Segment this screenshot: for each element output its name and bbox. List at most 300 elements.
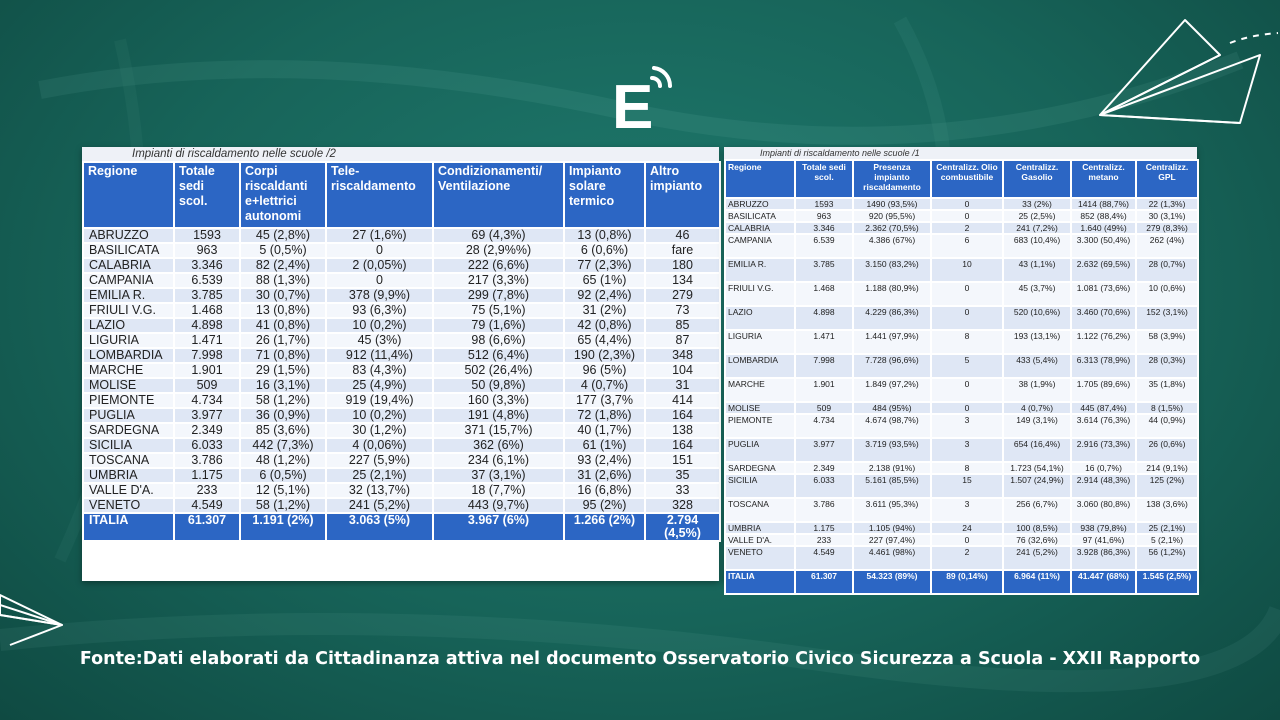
table-cell: SARDEGNA [725,462,795,474]
table-cell: 6.033 [795,474,853,498]
column-header: Impianto solare termico [564,162,645,228]
logo-e-icon [612,66,672,132]
table-cell: 299 (7,8%) [433,288,564,303]
table-cell: 241 (7,2%) [1003,222,1071,234]
table-cell: SARDEGNA [83,423,174,438]
table-cell: 2.914 (48,3%) [1071,474,1136,498]
table-cell: 233 [795,534,853,546]
table-row [725,438,1198,462]
column-header: Altro impianto [645,162,720,228]
table-row [83,303,720,318]
table-cell: 227 (5,9%) [326,453,433,468]
table-cell: 16 (6,8%) [564,483,645,498]
paper-plane-icon [0,585,80,655]
svg-text:E: E [612,73,654,132]
table-cell: 93 (2,4%) [564,453,645,468]
table-cell: BASILICATA [725,210,795,222]
table-cell: 1.105 (94%) [853,522,931,534]
table-row [725,546,1198,570]
table-cell: 1.175 [174,468,240,483]
table-cell: 26 (1,7%) [240,333,326,348]
table-cell: 3 [931,414,1003,438]
table-cell: 65 (1%) [564,273,645,288]
table-cell: 484 (95%) [853,402,931,414]
table-cell: 852 (88,4%) [1071,210,1136,222]
table-cell: 79 (1,6%) [433,318,564,333]
table-cell: 3.614 (76,3%) [1071,414,1136,438]
table-cell: 138 (3,6%) [1136,498,1198,522]
table-cell: 2.349 [174,423,240,438]
table-row [83,228,720,243]
table-cell: 30 (0,7%) [240,288,326,303]
table-cell: 10 (0,2%) [326,318,433,333]
table-row [725,522,1198,534]
table-cell: 164 [645,438,720,453]
table-cell: 177 (3,7% [564,393,645,408]
table-cell: 36 (0,9%) [240,408,326,423]
table-cell: 50 (9,8%) [433,378,564,393]
table-cell: 2 [931,546,1003,570]
table-cell: 502 (26,4%) [433,363,564,378]
table-cell: 920 (95,5%) [853,210,931,222]
table-cell: PIEMONTE [83,393,174,408]
table-cell: 3.346 [795,222,853,234]
table-row [83,498,720,513]
table-cell: 134 [645,273,720,288]
column-header: Regione [725,160,795,198]
table-cell: 3.786 [795,498,853,522]
table-cell: 24 [931,522,1003,534]
table-cell: 13 (0,8%) [564,228,645,243]
table-cell: FRIULI V.G. [83,303,174,318]
table-cell: 7.728 (96,6%) [853,354,931,378]
table-cell: ABRUZZO [83,228,174,243]
table-cell: 348 [645,348,720,363]
table-cell: 82 (2,4%) [240,258,326,273]
table-cell: 0 [326,273,433,288]
table-cell: 279 (8,3%) [1136,222,1198,234]
column-header: Condizionamenti/ Ventilazione [433,162,564,228]
table-cell: 16 (3,1%) [240,378,326,393]
table-cell: 25 (2,1%) [1136,522,1198,534]
table-cell: 217 (3,3%) [433,273,564,288]
table-cell: fare [645,243,720,258]
column-header: Centralizz. Gasolio [1003,160,1071,198]
table-cell: 12 (5,1%) [240,483,326,498]
data-table [724,159,1199,595]
table-cell: ABRUZZO [725,198,795,210]
table-cell: PUGLIA [83,408,174,423]
table-cell: 241 (5,2%) [1003,546,1071,570]
column-header: Centralizz. metano [1071,160,1136,198]
total-cell: ITALIA [83,513,174,541]
table-cell: 2.916 (73,3%) [1071,438,1136,462]
total-cell: 3.063 (5%) [326,513,433,541]
column-header: Presenza impianto riscaldamento [853,160,931,198]
table-cell: 6.539 [174,273,240,288]
table-cell: CALABRIA [725,222,795,234]
total-cell: 54.323 (89%) [853,570,931,594]
table-cell: 520 (10,6%) [1003,306,1071,330]
table-cell: 42 (0,8%) [564,318,645,333]
table-row [83,408,720,423]
table-cell: 1490 (93,5%) [853,198,931,210]
table-row [83,288,720,303]
table-cell: 0 [931,198,1003,210]
table-cell: 2.632 (69,5%) [1071,258,1136,282]
table-cell: 87 [645,333,720,348]
table-cell: 3.611 (95,3%) [853,498,931,522]
table-cell: 0 [931,378,1003,402]
table-cell: 6.539 [795,234,853,258]
table-cell: 3.460 (70,6%) [1071,306,1136,330]
table-cell: 362 (6%) [433,438,564,453]
table-cell: 45 (3%) [326,333,433,348]
table-cell: 28 (0,7%) [1136,258,1198,282]
table-cell: 214 (9,1%) [1136,462,1198,474]
table-cell: VENETO [83,498,174,513]
table-cell: 7.998 [174,348,240,363]
table-row [725,306,1198,330]
table-cell: 1.081 (73,6%) [1071,282,1136,306]
table-cell: 100 (8,5%) [1003,522,1071,534]
table-cell: LIGURIA [83,333,174,348]
table-cell: 4.229 (86,3%) [853,306,931,330]
table-cell: 1.723 (54,1%) [1003,462,1071,474]
table-cell: 6 [931,234,1003,258]
table-cell: 1.122 (76,2%) [1071,330,1136,354]
table-cell: 5.161 (85,5%) [853,474,931,498]
table-cell: 40 (1,7%) [564,423,645,438]
table-row [83,393,720,408]
table-cell: 1.188 (80,9%) [853,282,931,306]
table-cell: LOMBARDIA [725,354,795,378]
table-cell: MARCHE [725,378,795,402]
table-cell: 180 [645,258,720,273]
table-cell: 1593 [174,228,240,243]
table-cell: 4.549 [174,498,240,513]
table-cell: 509 [795,402,853,414]
table-row [725,474,1198,498]
table-cell: 98 (6,6%) [433,333,564,348]
table-cell: 56 (1,2%) [1136,546,1198,570]
table-cell: TOSCANA [725,498,795,522]
table-cell: SICILIA [83,438,174,453]
table-cell: 1.849 (97,2%) [853,378,931,402]
table-row [83,363,720,378]
total-cell: 61.307 [795,570,853,594]
total-cell: 41.447 (68%) [1071,570,1136,594]
total-cell: 1.266 (2%) [564,513,645,541]
table-cell: VALLE D'A. [725,534,795,546]
column-header: Totale sedi scol. [174,162,240,228]
table-cell: 31 (2%) [564,303,645,318]
table-cell: 0 [931,402,1003,414]
paper-plane-icon [1090,15,1280,145]
table-cell: 3.785 [174,288,240,303]
table-cell: 85 [645,318,720,333]
table-cell: 4.734 [795,414,853,438]
table-cell: 3.300 (50,4%) [1071,234,1136,258]
table-cell: 85 (3,6%) [240,423,326,438]
table-cell: 149 (3,1%) [1003,414,1071,438]
table-cell: 76 (32,6%) [1003,534,1071,546]
table-cell: 2.138 (91%) [853,462,931,474]
table-cell: 27 (1,6%) [326,228,433,243]
table-cell: 37 (3,1%) [433,468,564,483]
table-cell: 13 (0,8%) [240,303,326,318]
table-cell: 4.898 [795,306,853,330]
column-header: Centralizz. Olio combustibile [931,160,1003,198]
table-cell: 1.640 (49%) [1071,222,1136,234]
table-cell: 1.471 [795,330,853,354]
table-cell: 279 [645,288,720,303]
table-cell: 97 (41,6%) [1071,534,1136,546]
table-cell: MOLISE [83,378,174,393]
table-row [725,498,1198,522]
table-row [83,348,720,363]
table-cell: LAZIO [83,318,174,333]
table-cell: 1.901 [174,363,240,378]
table-cell: 32 (13,7%) [326,483,433,498]
table-cell: 92 (2,4%) [564,288,645,303]
table-cell: 1.507 (24,9%) [1003,474,1071,498]
table-cell: 164 [645,408,720,423]
table-cell: 3 [931,438,1003,462]
table-cell: 3.928 (86,3%) [1071,546,1136,570]
table-cell: 1.441 (97,9%) [853,330,931,354]
table-cell: PIEMONTE [725,414,795,438]
table-cell: 414 [645,393,720,408]
table-cell: 77 (2,3%) [564,258,645,273]
table-cell: 96 (5%) [564,363,645,378]
table-cell: 241 (5,2%) [326,498,433,513]
table-cell: LAZIO [725,306,795,330]
total-cell: 1.191 (2%) [240,513,326,541]
table-cell: 512 (6,4%) [433,348,564,363]
table-cell: 4.461 (98%) [853,546,931,570]
table-cell: 1.468 [795,282,853,306]
total-row [725,570,1198,594]
table-cell: BASILICATA [83,243,174,258]
table-panel-riscaldamento-2 [82,147,719,581]
table-cell: 69 (4,3%) [433,228,564,243]
table-cell: 41 (0,8%) [240,318,326,333]
table-title: Impianti di riscaldamento nelle scuole /1 [724,147,1197,159]
table-row [725,210,1198,222]
table-cell: 45 (2,8%) [240,228,326,243]
table-cell: 938 (79,8%) [1071,522,1136,534]
table-cell: 8 [931,462,1003,474]
table-cell: 2.349 [795,462,853,474]
table-cell: 16 (0,7%) [1071,462,1136,474]
table-cell: 963 [174,243,240,258]
table-cell: 29 (1,5%) [240,363,326,378]
table-cell: 93 (6,3%) [326,303,433,318]
table-cell: 4 (0,7%) [564,378,645,393]
table-row [83,378,720,393]
table-cell: 35 [645,468,720,483]
table-cell: 25 (2,1%) [326,468,433,483]
table-cell: 0 [931,210,1003,222]
table-cell: 83 (4,3%) [326,363,433,378]
table-cell: VENETO [725,546,795,570]
table-cell: 191 (4,8%) [433,408,564,423]
table-cell: 48 (1,2%) [240,453,326,468]
table-row [725,378,1198,402]
table-cell: PUGLIA [725,438,795,462]
table-row [83,333,720,348]
table-title: Impianti di riscaldamento nelle scuole /2 [82,147,719,161]
table-row [725,354,1198,378]
table-cell: 654 (16,4%) [1003,438,1071,462]
table-cell: 6 (0,6%) [564,243,645,258]
table-row [725,222,1198,234]
table-cell: 2 [931,222,1003,234]
table-cell: UMBRIA [83,468,174,483]
table-cell: EMILIA R. [725,258,795,282]
table-cell: EMILIA R. [83,288,174,303]
table-cell: 4.549 [795,546,853,570]
table-cell: 58 (3,9%) [1136,330,1198,354]
table-cell: CAMPANIA [725,234,795,258]
table-row [725,258,1198,282]
table-cell: 88 (1,3%) [240,273,326,288]
table-row [83,273,720,288]
total-cell: 3.967 (6%) [433,513,564,541]
table-cell: 919 (19,4%) [326,393,433,408]
table-cell: 4.386 (67%) [853,234,931,258]
table-cell: 28 (2,9%%) [433,243,564,258]
table-row [83,423,720,438]
total-cell: 2.794 (4,5%) [645,513,720,541]
table-cell: 1593 [795,198,853,210]
table-cell: 152 (3,1%) [1136,306,1198,330]
table-cell: 0 [326,243,433,258]
table-cell: 3.346 [174,258,240,273]
table-cell: 1414 (88,7%) [1071,198,1136,210]
table-row [725,402,1198,414]
table-cell: 46 [645,228,720,243]
total-cell: 1.545 (2,5%) [1136,570,1198,594]
table-cell: 5 [931,354,1003,378]
table-cell: 433 (5,4%) [1003,354,1071,378]
table-cell: 151 [645,453,720,468]
table-cell: 683 (10,4%) [1003,234,1071,258]
table-cell: 73 [645,303,720,318]
table-cell: 4 (0,7%) [1003,402,1071,414]
table-row [83,483,720,498]
table-row [83,468,720,483]
table-cell: 3.060 (80,8%) [1071,498,1136,522]
table-cell: 104 [645,363,720,378]
table-cell: 4.734 [174,393,240,408]
table-cell: 328 [645,498,720,513]
table-cell: 15 [931,474,1003,498]
total-cell: 61.307 [174,513,240,541]
table-cell: 71 (0,8%) [240,348,326,363]
table-cell: 6.033 [174,438,240,453]
table-cell: 193 (13,1%) [1003,330,1071,354]
table-cell: 1.471 [174,333,240,348]
table-cell: 233 [174,483,240,498]
table-cell: 1.468 [174,303,240,318]
table-cell: LIGURIA [725,330,795,354]
table-cell: 138 [645,423,720,438]
table-cell: 25 (4,9%) [326,378,433,393]
table-row [725,282,1198,306]
table-cell: MOLISE [725,402,795,414]
table-cell: 1.705 (89,6%) [1071,378,1136,402]
table-cell: 234 (6,1%) [433,453,564,468]
table-cell: 0 [931,534,1003,546]
table-cell: 31 [645,378,720,393]
table-cell: 912 (11,4%) [326,348,433,363]
total-row [83,513,720,541]
table-cell: 125 (2%) [1136,474,1198,498]
table-cell: 30 (3,1%) [1136,210,1198,222]
table-cell: 3 [931,498,1003,522]
table-row [725,198,1198,210]
table-cell: 0 [931,282,1003,306]
table-cell: 18 (7,7%) [433,483,564,498]
table-row [83,438,720,453]
table-cell: TOSCANA [83,453,174,468]
table-cell: 445 (87,4%) [1071,402,1136,414]
table-row [725,534,1198,546]
table-cell: FRIULI V.G. [725,282,795,306]
table-cell: 43 (1,1%) [1003,258,1071,282]
table-cell: 31 (2,6%) [564,468,645,483]
column-header: Tele-riscaldamento [326,162,433,228]
table-cell: 262 (4%) [1136,234,1198,258]
table-cell: 44 (0,9%) [1136,414,1198,438]
table-cell: 3.785 [795,258,853,282]
data-table [82,161,721,542]
table-cell: 33 (2%) [1003,198,1071,210]
table-cell: 256 (6,7%) [1003,498,1071,522]
table-cell: 5 (0,5%) [240,243,326,258]
table-cell: 3.977 [795,438,853,462]
total-cell: ITALIA [725,570,795,594]
table-cell: UMBRIA [725,522,795,534]
table-cell: 10 (0,2%) [326,408,433,423]
table-cell: 8 (1,5%) [1136,402,1198,414]
table-cell: 35 (1,8%) [1136,378,1198,402]
table-panel-riscaldamento-1 [724,147,1197,581]
table-row [725,414,1198,438]
table-cell: 227 (97,4%) [853,534,931,546]
table-cell: 10 (0,6%) [1136,282,1198,306]
column-header: Regione [83,162,174,228]
column-header: Centralizz. GPL [1136,160,1198,198]
table-cell: 190 (2,3%) [564,348,645,363]
table-cell: 28 (0,3%) [1136,354,1198,378]
table-cell: 442 (7,3%) [240,438,326,453]
table-cell: 222 (6,6%) [433,258,564,273]
table-cell: 2.362 (70,5%) [853,222,931,234]
table-cell: CAMPANIA [83,273,174,288]
table-row [725,462,1198,474]
table-cell: 33 [645,483,720,498]
table-cell: 378 (9,9%) [326,288,433,303]
table-cell: 3.150 (83,2%) [853,258,931,282]
table-cell: 4.674 (98,7%) [853,414,931,438]
table-cell: 65 (4,4%) [564,333,645,348]
table-row [725,234,1198,258]
table-cell: 6.313 (78,9%) [1071,354,1136,378]
table-cell: 72 (1,8%) [564,408,645,423]
